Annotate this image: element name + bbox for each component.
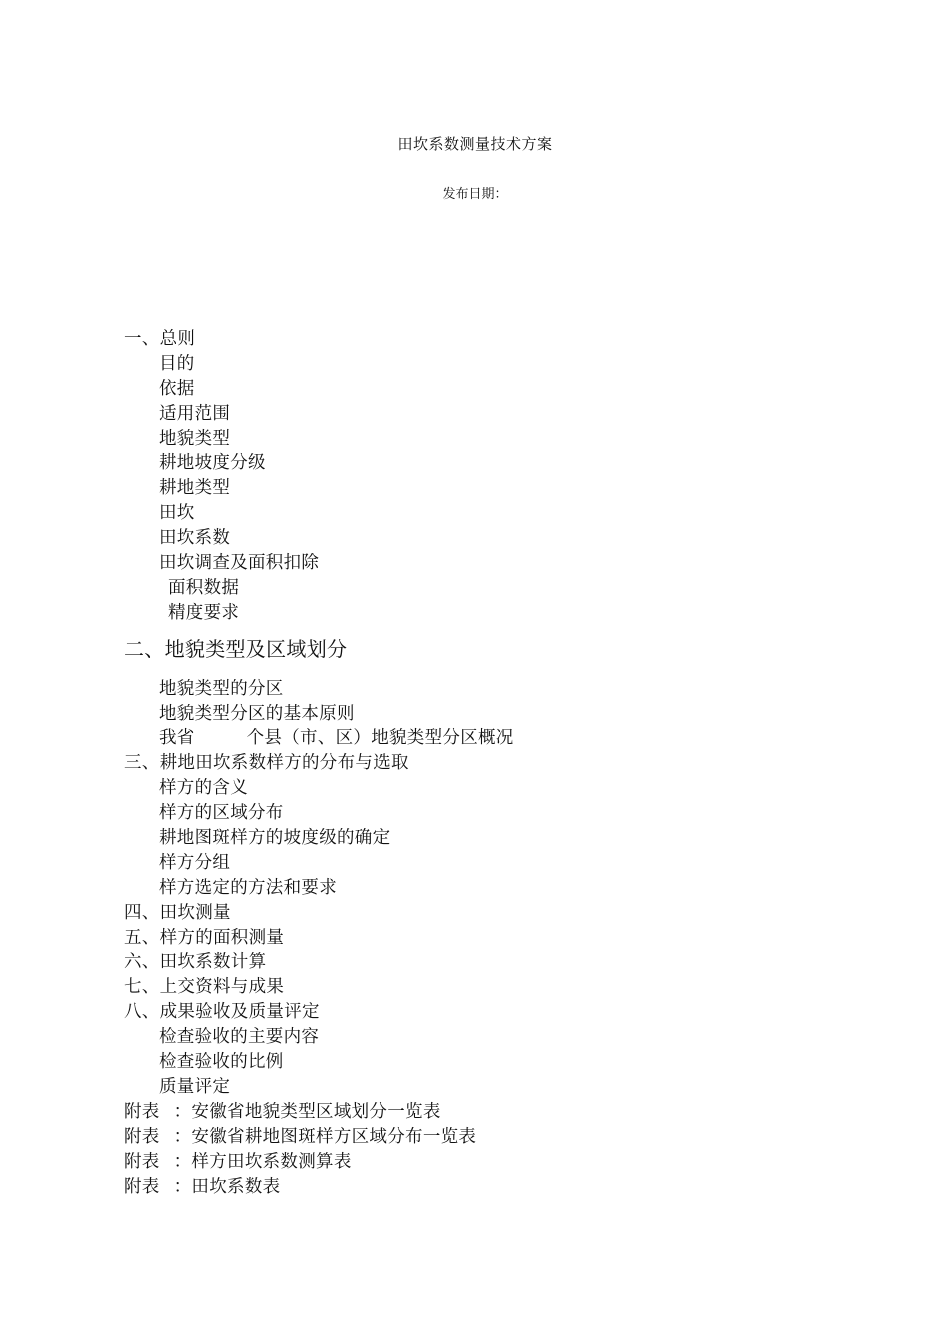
toc-item: 地貌类型分区的基本原则	[159, 703, 355, 724]
publish-date-label: 发布日期：	[442, 187, 508, 202]
appendix-colon: ：	[173, 1176, 192, 1197]
appendix-colon: ：	[173, 1151, 192, 1172]
toc-item: 地貌类型	[159, 428, 231, 449]
section-heading: 一、总则	[124, 329, 196, 349]
toc-item: 地貌类型的分区	[159, 678, 284, 699]
section-heading: 四、田坎测量	[124, 902, 231, 923]
toc-item: 样方选定的方法和要求	[159, 877, 337, 898]
toc-item: 耕地坡度分级	[159, 453, 266, 474]
appendix-label: 附表	[124, 1151, 160, 1172]
appendix-text: 安徽省地貌类型区域划分一览表	[191, 1101, 441, 1122]
toc-item: 耕地类型	[159, 478, 231, 499]
appendix-label: 附表	[124, 1176, 160, 1197]
table-of-contents	[124, 327, 884, 1199]
toc-item: 田坎系数	[159, 528, 231, 549]
appendix-entry	[124, 1175, 884, 1200]
appendix-text: 田坎系数表	[191, 1176, 281, 1197]
toc-item-part: 我省	[159, 728, 195, 749]
toc-item: 检查验收的比例	[159, 1052, 284, 1073]
toc-item: 样方的含义	[159, 778, 248, 799]
toc-item: 样方的区域分布	[159, 803, 284, 824]
appendix-text: 样方田坎系数测算表	[191, 1151, 352, 1172]
section-heading: 六、田坎系数计算	[124, 952, 267, 973]
appendix-entry	[124, 1125, 884, 1150]
toc-item-part: 个县（市、区）地貌类型分区概况	[246, 728, 514, 749]
toc-item: 耕地图斑样方的坡度级的确定	[159, 828, 391, 849]
appendix-entry	[124, 1100, 884, 1125]
appendix-label: 附表	[124, 1101, 160, 1122]
toc-item: 田坎调查及面积扣除	[159, 553, 320, 574]
document-title: 田坎系数测量技术方案	[397, 135, 553, 153]
section-heading: 八、成果验收及质量评定	[124, 1002, 320, 1023]
appendix-label: 附表	[124, 1126, 160, 1147]
section-heading: 五、样方的面积测量	[124, 927, 285, 948]
toc-item: 适用范围	[159, 403, 231, 424]
section-heading: 七、上交资料与成果	[124, 977, 285, 998]
section-heading: 二、地貌类型及区域划分	[124, 636, 348, 661]
appendix-entry	[124, 1150, 884, 1175]
appendix-text: 安徽省耕地图斑样方区域分布一览表	[191, 1126, 477, 1147]
toc-item: 依据	[159, 378, 195, 399]
toc-item: 田坎	[159, 503, 195, 524]
appendix-colon: ：	[173, 1101, 192, 1122]
toc-subitem: 精度要求	[168, 602, 240, 623]
toc-subitem: 面积数据	[168, 577, 240, 598]
section-heading: 三、耕地田坎系数样方的分布与选取	[124, 753, 409, 774]
toc-item	[124, 726, 884, 751]
toc-item: 样方分组	[159, 852, 231, 873]
toc-item: 目的	[159, 353, 195, 374]
appendix-colon: ：	[173, 1126, 192, 1147]
toc-item: 质量评定	[159, 1076, 231, 1097]
toc-item: 检查验收的主要内容	[159, 1027, 320, 1048]
